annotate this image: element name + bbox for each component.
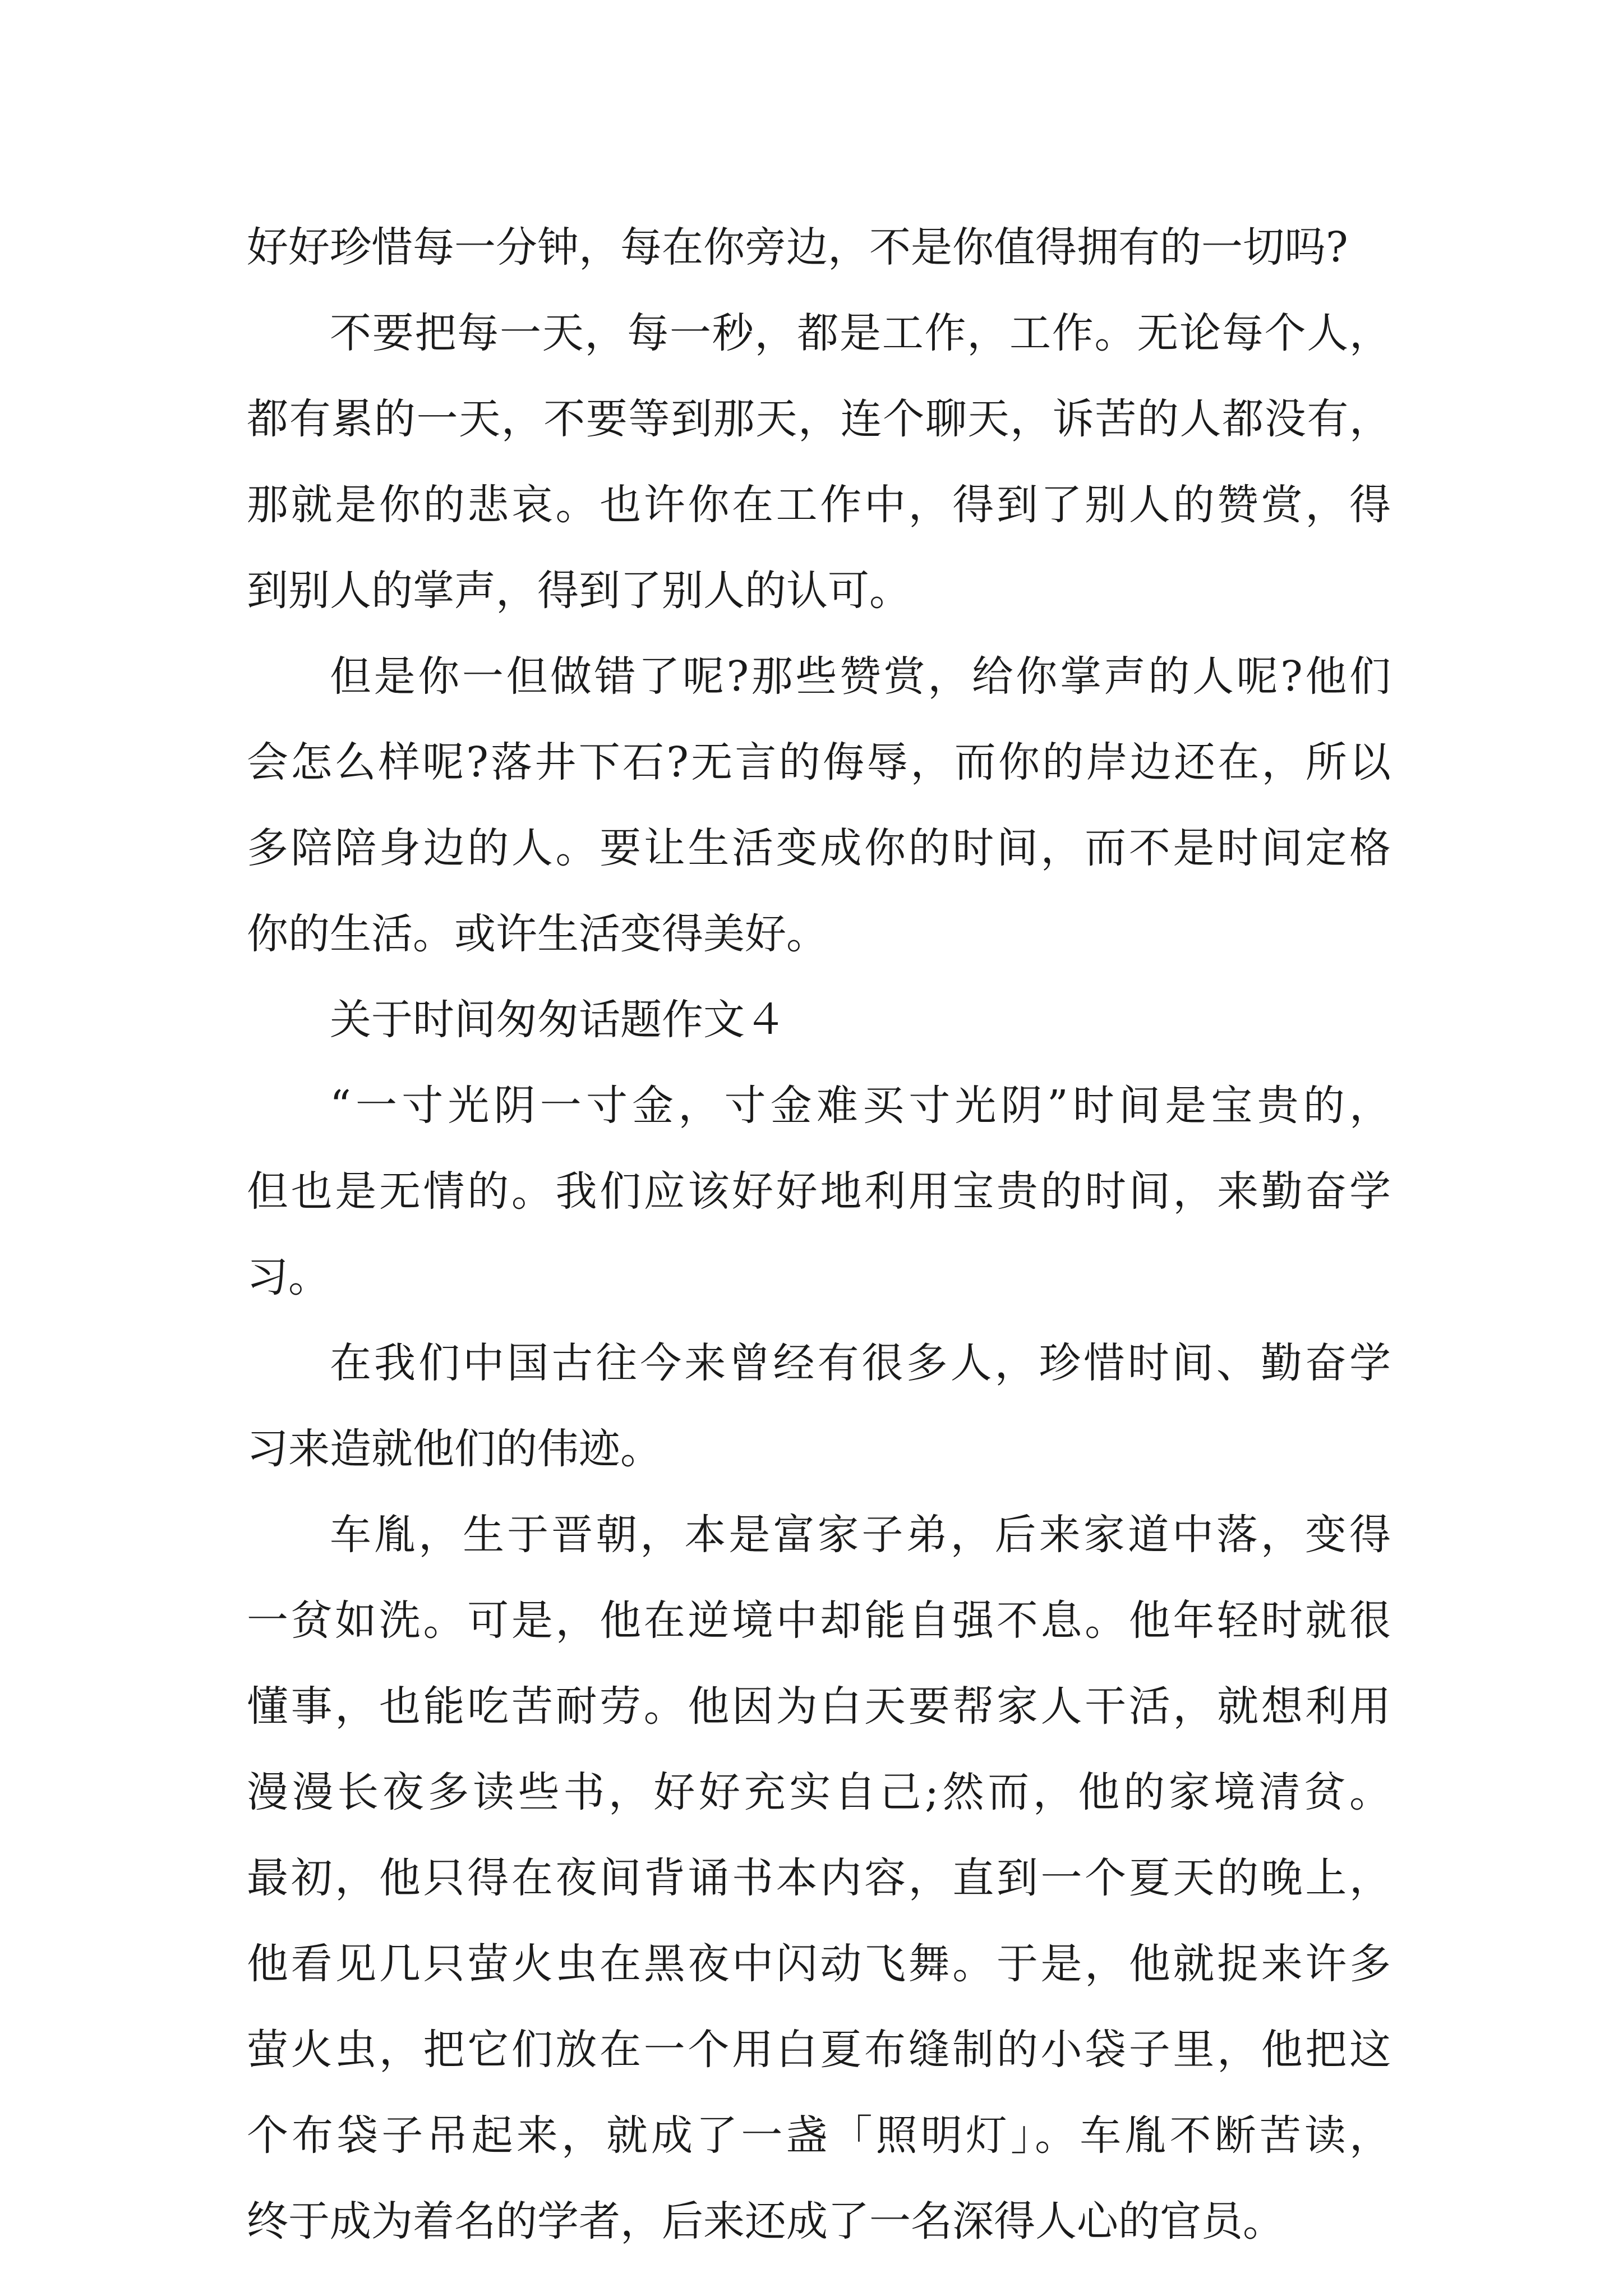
text-line: 但是你一但做错了呢?那些赞赏，给你掌声的人呢?他们 bbox=[330, 652, 1391, 701]
text-line: 终于成为着名的学者，后来还成了一名深得人心的官员。 bbox=[247, 2197, 1284, 2246]
text-line: 那就是你的悲哀。也许你在工作中，得到了别人的赞赏，得 bbox=[247, 481, 1391, 529]
text-line: 到别人的掌声，得到了别人的认可。 bbox=[247, 567, 911, 615]
section-heading: 关于时间匆匆话题作文４ bbox=[330, 996, 786, 1044]
text-line: 漫漫长夜多读些书，好好充实自己;然而，他的家境清贫。 bbox=[247, 1768, 1391, 1816]
text-line: 多陪陪身边的人。要让生活变成你的时间，而不是时间定格 bbox=[247, 824, 1391, 872]
text-line: 个布袋子吊起来，就成了一盏「照明灯」。车胤不断苦读， bbox=[247, 2111, 1391, 2160]
text-line: 一贫如洗。可是，他在逆境中却能自强不息。他年轻时就很 bbox=[247, 1596, 1391, 1645]
text-line: 习来造就他们的伟迹。 bbox=[247, 1425, 662, 1473]
text-line: 会怎么样呢?落井下石?无言的侮辱，而你的岸边还在，所以 bbox=[247, 738, 1391, 786]
text-line: 在我们中国古往今来曾经有很多人，珍惜时间、勤奋学 bbox=[330, 1339, 1391, 1387]
text-line: 不要把每一天，每一秒，都是工作，工作。无论每个人， bbox=[330, 309, 1391, 357]
text-line: “一寸光阴一寸金，寸金难买寸光阴”时间是宝贵的， bbox=[330, 1082, 1391, 1130]
text-line: 懂事，也能吃苦耐劳。他因为白天要帮家人干活，就想利用 bbox=[247, 1682, 1391, 1731]
text-line: 他看见几只萤火虫在黑夜中闪动飞舞。于是，他就捉来许多 bbox=[247, 1940, 1391, 1988]
text-line: 习。 bbox=[247, 1253, 330, 1301]
text-line: 萤火虫，把它们放在一个用白夏布缝制的小袋子里，他把这 bbox=[247, 2026, 1391, 2074]
text-line: 最初，他只得在夜间背诵书本内容，直到一个夏天的晚上， bbox=[247, 1854, 1391, 1902]
text-line: 你的生活。或许生活变得美好。 bbox=[247, 910, 828, 958]
text-line: 好好珍惜每一分钟，每在你旁边，不是你值得拥有的一切吗? bbox=[247, 223, 1348, 272]
text-line: 车胤，生于晋朝，本是富家子弟，后来家道中落，变得 bbox=[330, 1511, 1391, 1559]
text-line: 都有累的一天，不要等到那天，连个聊天，诉苦的人都没有， bbox=[247, 395, 1391, 443]
text-line: 但也是无情的。我们应该好好地利用宝贵的时间，来勤奋学 bbox=[247, 1167, 1391, 1216]
body-text bbox=[247, 205, 1391, 2265]
